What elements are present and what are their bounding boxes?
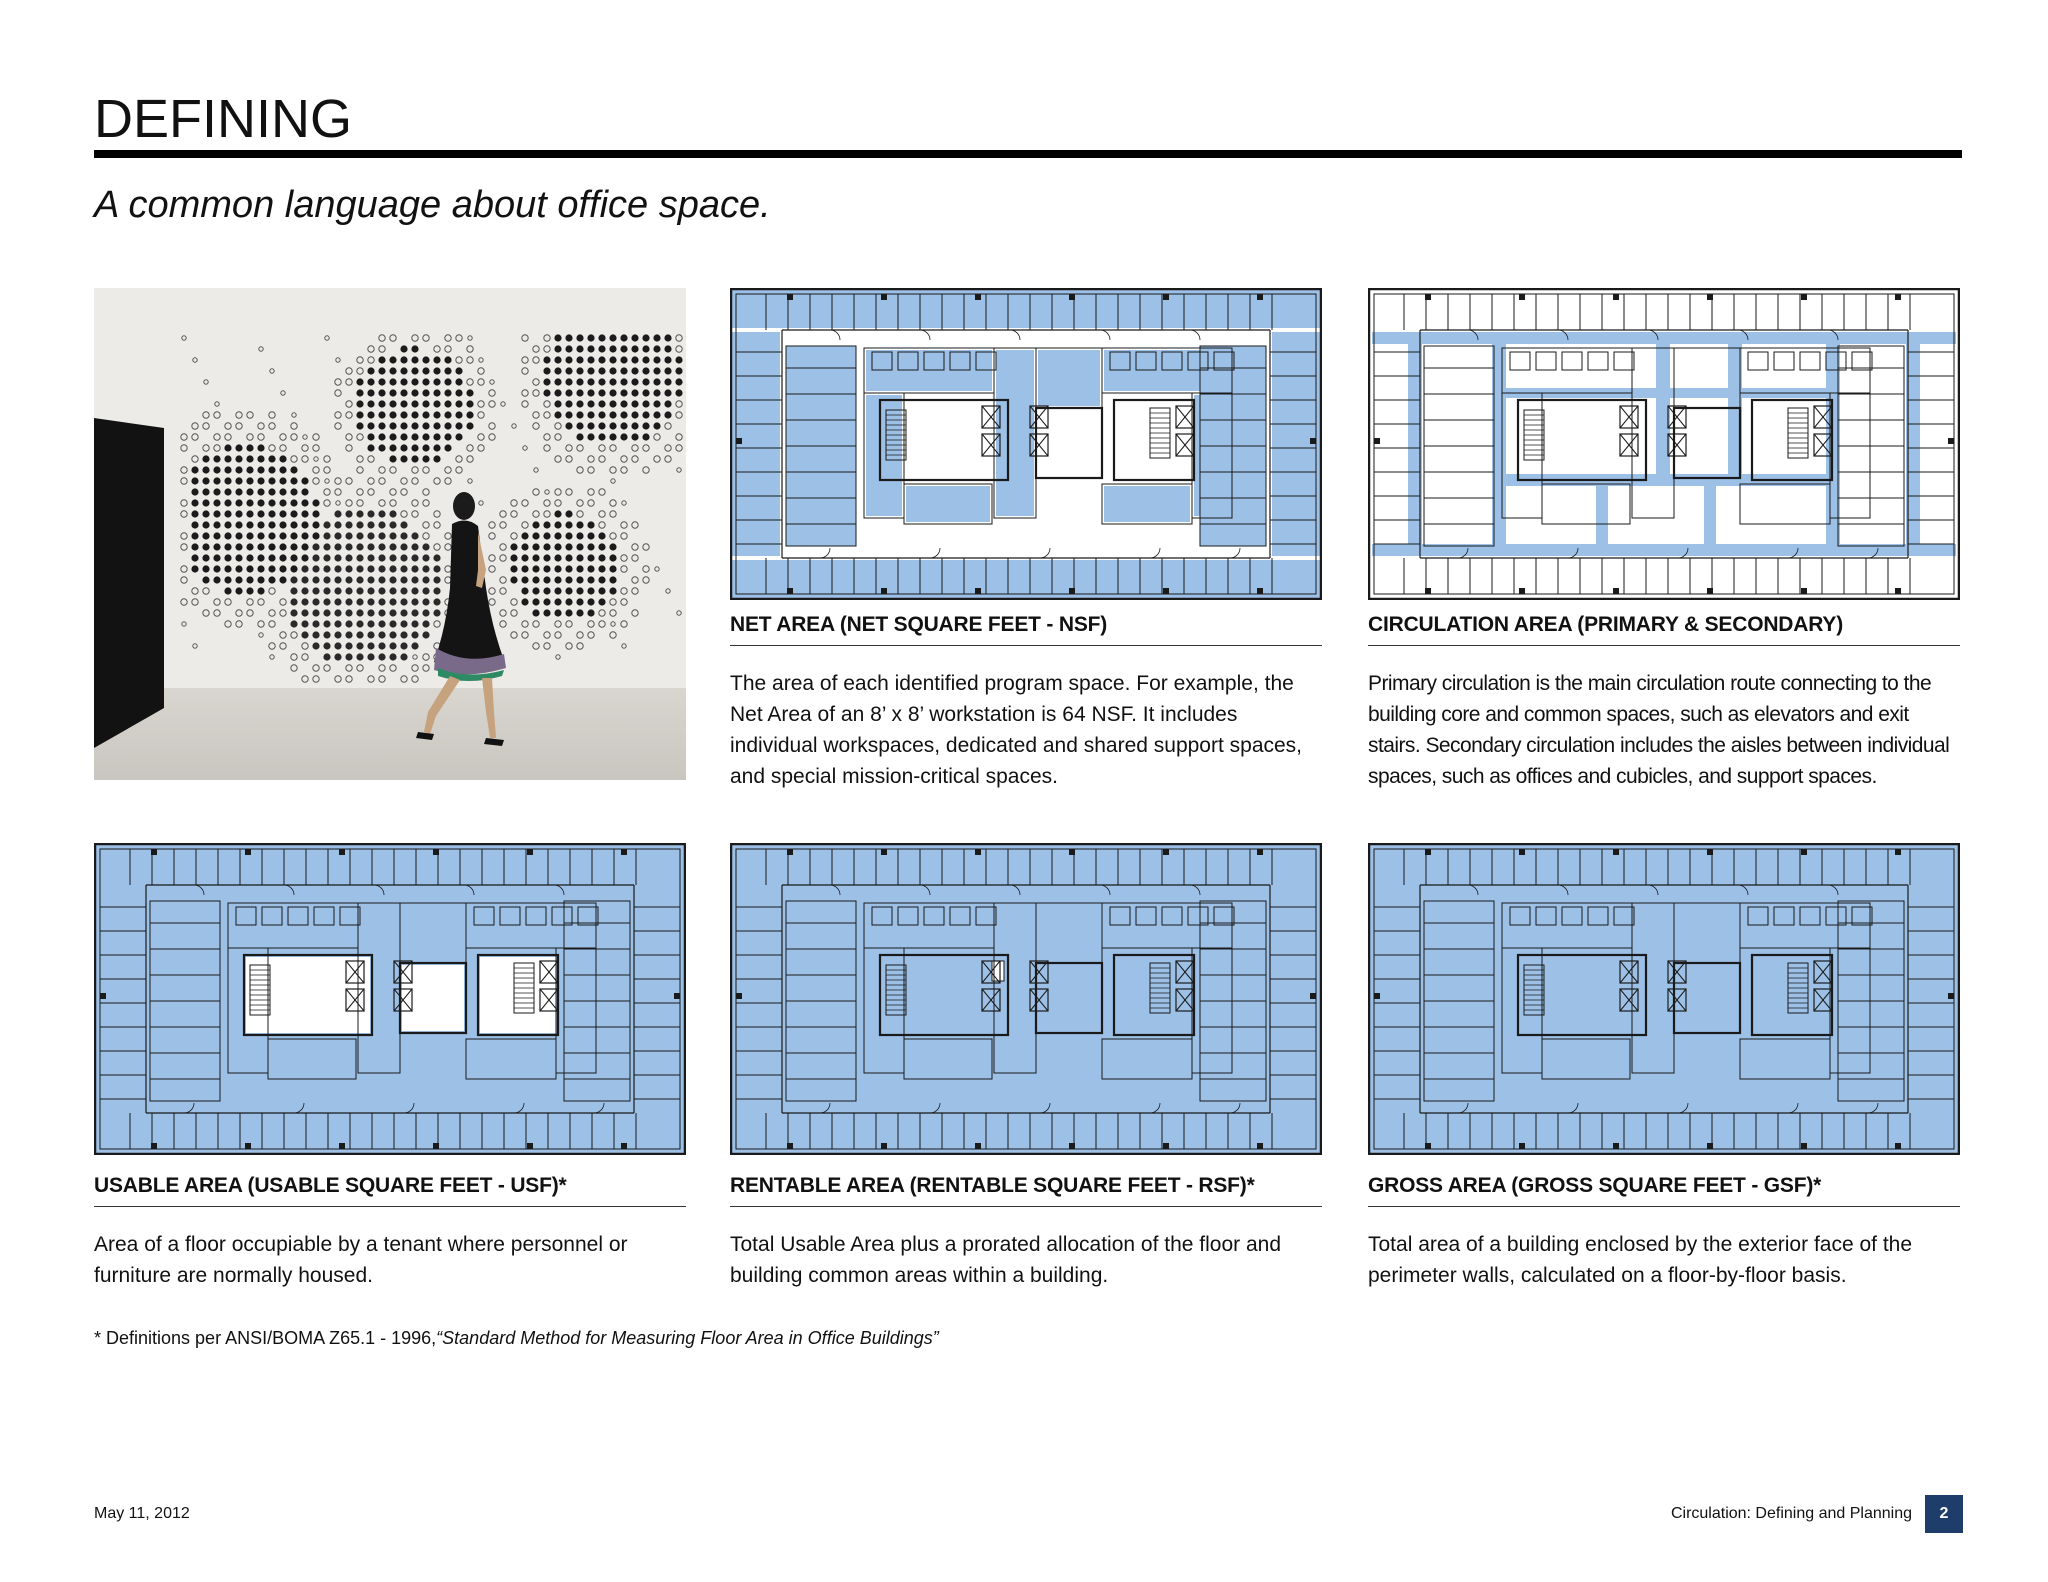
caption-heading: RENTABLE AREA (RENTABLE SQUARE FEET - RSF)*: [730, 1174, 1322, 1207]
floor-plan-rentable-area: [730, 843, 1322, 1155]
net-area-caption: [730, 613, 1322, 792]
title-divider: [94, 150, 1962, 158]
floor-plan-drawing: [730, 843, 1322, 1155]
floor-plan-drawing: [94, 843, 686, 1155]
caption-body: Area of a floor occupiable by a tenant where personnel or furniture are normally housed.: [94, 1233, 628, 1287]
floor-plan-drawing: [1368, 288, 1960, 600]
usable-area-caption: [94, 1174, 686, 1291]
floor-plan-drawing: [1368, 843, 1960, 1155]
floor-plan-drawing: [730, 288, 1322, 600]
floor-plan-net-area: [730, 288, 1322, 600]
caption-heading: NET AREA (NET SQUARE FEET - NSF): [730, 613, 1322, 646]
page-title: DEFINING: [94, 89, 353, 149]
caption-body: Total area of a building enclosed by the exterior face of the perimeter walls, calculated on a floor-by-floor basis.: [1368, 1233, 1913, 1287]
circulation-area-caption: [1368, 613, 1960, 792]
footnote-citation: “Standard Method for Measuring Floor Area in Office Buildings”: [436, 1328, 939, 1348]
floor-plan-gross-area: [1368, 843, 1960, 1155]
footnote-text: * Definitions per ANSI/BOMA Z65.1 - 1996,: [94, 1328, 437, 1348]
footer-date: May 11, 2012: [94, 1505, 190, 1522]
caption-body: Primary circulation is the main circulation route connecting to the building core and common spaces, such as elevators and exit stairs. Secondary circulation includes the aisles between individual spaces, such as offices and cubicles, and support spaces.: [1368, 672, 1950, 788]
definitions-footnote: [94, 1328, 939, 1349]
floor-plan-circulation-area: [1368, 288, 1960, 600]
caption-body: Total Usable Area plus a prorated allocation of the floor and building common areas within a building.: [730, 1233, 1282, 1287]
gross-area-caption: [1368, 1174, 1960, 1291]
office-photo: [94, 288, 686, 780]
office-photo-image: [94, 288, 686, 780]
footer-section-title: Circulation: Defining and Planning: [1670, 1505, 1912, 1522]
rentable-area-caption: [730, 1174, 1322, 1291]
caption-body: The area of each identified program space. For example, the Net Area of an 8’ x 8’ workstation is 64 NSF. It includes individual workspaces, dedicated and shared support spaces, and special mission-critical spaces.: [730, 672, 1303, 788]
caption-heading: USABLE AREA (USABLE SQUARE FEET - USF)*: [94, 1174, 686, 1207]
page-number-badge: 2: [1925, 1495, 1963, 1533]
caption-heading: CIRCULATION AREA (PRIMARY & SECONDARY): [1368, 613, 1960, 646]
caption-heading: GROSS AREA (GROSS SQUARE FEET - GSF)*: [1368, 1174, 1960, 1207]
doorway-shadow: [94, 418, 164, 748]
floor-plan-usable-area: [94, 843, 686, 1155]
page-subtitle: A common language about office space.: [94, 184, 771, 226]
